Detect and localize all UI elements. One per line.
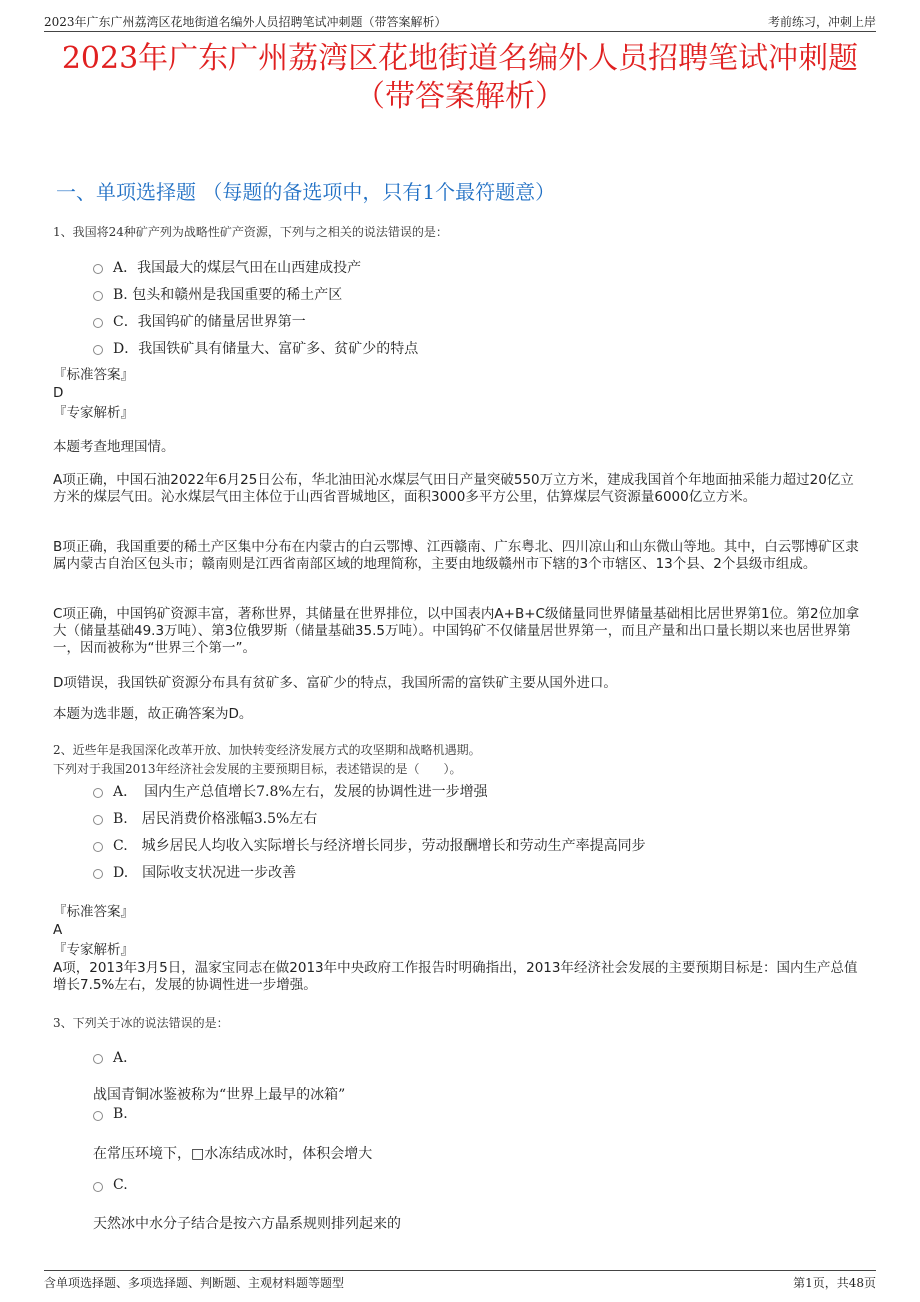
q2-option-a[interactable] [93, 781, 488, 801]
q3-option-a-text: 战国青铜冰鉴被称为“世界上最早的冰箱” [93, 1087, 346, 1103]
option-label: A．我国最大的煤层气田在山西建成投产 [113, 260, 362, 276]
option-label: B. 居民消费价格涨幅3.5%左右 [113, 811, 318, 827]
question-3-stem: 3、下列关于冰的说法错误的是： [53, 1016, 229, 1030]
q1-analysis-label: 『专家解析』 [53, 405, 134, 421]
q3-option-c[interactable] [93, 1177, 128, 1193]
radio-icon[interactable] [93, 815, 103, 825]
page-number: 第1页，共48页 [793, 1276, 876, 1290]
option-label: C．我国钨矿的储量居世界第一 [113, 314, 306, 330]
radio-icon[interactable] [93, 318, 103, 328]
q1-answer-label: 『标准答案』 [53, 367, 134, 383]
q3-option-b[interactable] [93, 1106, 128, 1122]
q1-option-d[interactable] [93, 338, 418, 358]
radio-icon[interactable] [93, 788, 103, 798]
q1-answer: D [53, 385, 64, 401]
radio-icon[interactable] [93, 1054, 103, 1064]
q2-analysis: A项，2013年3月5日，温家宝同志在做2013年中央政府工作报告时明确指出，2013年经济社会发展的主要预期目标是：国内生产总值增长7.5%左右，发展的协调性进一步增强。 [53, 960, 858, 993]
q1-option-a[interactable] [93, 257, 361, 277]
q1-option-c[interactable] [93, 311, 306, 331]
radio-icon[interactable] [93, 842, 103, 852]
radio-icon[interactable] [93, 1182, 103, 1192]
footer-divider [44, 1270, 876, 1271]
option-label: B. 包头和赣州是我国重要的稀土产区 [113, 287, 343, 303]
radio-icon[interactable] [93, 264, 103, 274]
q2-option-b[interactable] [93, 808, 317, 828]
header-slogan: 考前练习，冲刺上岸 [767, 15, 876, 29]
question-1-stem: 1、我国将24种矿产列为战略性矿产资源，下列与之相关的说法错误的是： [53, 225, 448, 239]
option-label: A． [113, 1050, 138, 1066]
q2-analysis-label: 『专家解析』 [53, 942, 134, 958]
radio-icon[interactable] [93, 1111, 103, 1121]
q1-option-b[interactable] [93, 284, 342, 304]
q3-option-b-text: 在常压环境下，□水冻结成冰时，体积会增大 [93, 1146, 373, 1162]
header-divider [44, 31, 876, 32]
header-title: 2023年广东广州荔湾区花地街道名编外人员招聘笔试冲刺题（带答案解析） [44, 15, 447, 29]
option-label: A． 国内生产总值增长7.8%左右，发展的协调性进一步增强 [113, 784, 488, 800]
radio-icon[interactable] [93, 869, 103, 879]
option-label: D．我国铁矿具有储量大、富矿多、贫矿少的特点 [113, 341, 419, 357]
q1-analysis-p2: A项正确，中国石油2022年6月25日公布，华北油田沁水煤层气田日产量突破550万立方米，建成我国首个年地面抽采能力超过20亿立方米的煤层气田。沁水煤层气田主体位于山西省晋城地区，面积3000多平方公里，估算煤层气资源量6000亿立方米。 [53, 472, 854, 505]
q2-option-c[interactable] [93, 835, 646, 855]
q2-answer-label: 『标准答案』 [53, 904, 134, 920]
footer-note: 含单项选择题、多项选择题、判断题、主观材料题等题型 [44, 1276, 345, 1290]
section-heading: 一、单项选择题 （每题的备选项中，只有1个最符题意） [56, 180, 556, 204]
q1-analysis-p1: 本题考查地理国情。 [53, 439, 175, 455]
option-label: C. [113, 1177, 128, 1193]
radio-icon[interactable] [93, 345, 103, 355]
q3-option-c-text: 天然冰中水分子结合是按六方晶系规则排列起来的 [93, 1216, 401, 1232]
option-label: D. 国际收支状况进一步改善 [113, 865, 297, 881]
option-label: C. 城乡居民人均收入实际增长与经济增长同步，劳动报酬增长和劳动生产率提高同步 [113, 838, 646, 854]
page-title-line1: 2023年广东广州荔湾区花地街道名编外人员招聘笔试冲刺题 [61, 41, 859, 76]
q2-option-d[interactable] [93, 862, 296, 882]
q1-analysis-p6: 本题为选非题，故正确答案为D。 [53, 706, 253, 722]
page-title-line2: （带答案解析） [355, 79, 565, 114]
q1-analysis-p4: C项正确，中国钨矿资源丰富，著称世界，其储量在世界排位，以中国表内A+B+C级储量同世界储量基础相比居世界第1位。第2位加拿大（储量基础49.3万吨）、第3位俄罗斯（储量基础35.5万吨）。中国钨矿不仅储量居世界第一，而且产量和出口量长期以来也居世界第一，因而被称为“世界三个第一”。 [53, 606, 860, 656]
option-label: B. [113, 1106, 128, 1122]
page-title [40, 40, 880, 116]
q1-analysis-p5: D项错误，我国铁矿资源分布具有贫矿多、富矿少的特点，我国所需的富铁矿主要从国外进口。 [53, 675, 617, 691]
question-2-stem-1: 2、近些年是我国深化改革开放、加快转变经济发展方式的攻坚期和战略机遇期。 [53, 743, 481, 757]
q3-option-a[interactable] [93, 1047, 137, 1067]
radio-icon[interactable] [93, 291, 103, 301]
q2-answer: A [53, 922, 63, 938]
q1-analysis-p3: B项正确，我国重要的稀土产区集中分布在内蒙古的白云鄂博、江西赣南、广东粤北、四川凉山和山东微山等地。其中，白云鄂博矿区隶属内蒙古自治区包头市；赣南则是江西省南部区域的地理简称，主要由地级赣州市下辖的3个市辖区、13个县、2个县级市组成。 [53, 539, 859, 572]
question-2-stem-2: 下列对于我国2013年经济社会发展的主要预期目标，表述错误的是（ ）。 [53, 762, 462, 776]
